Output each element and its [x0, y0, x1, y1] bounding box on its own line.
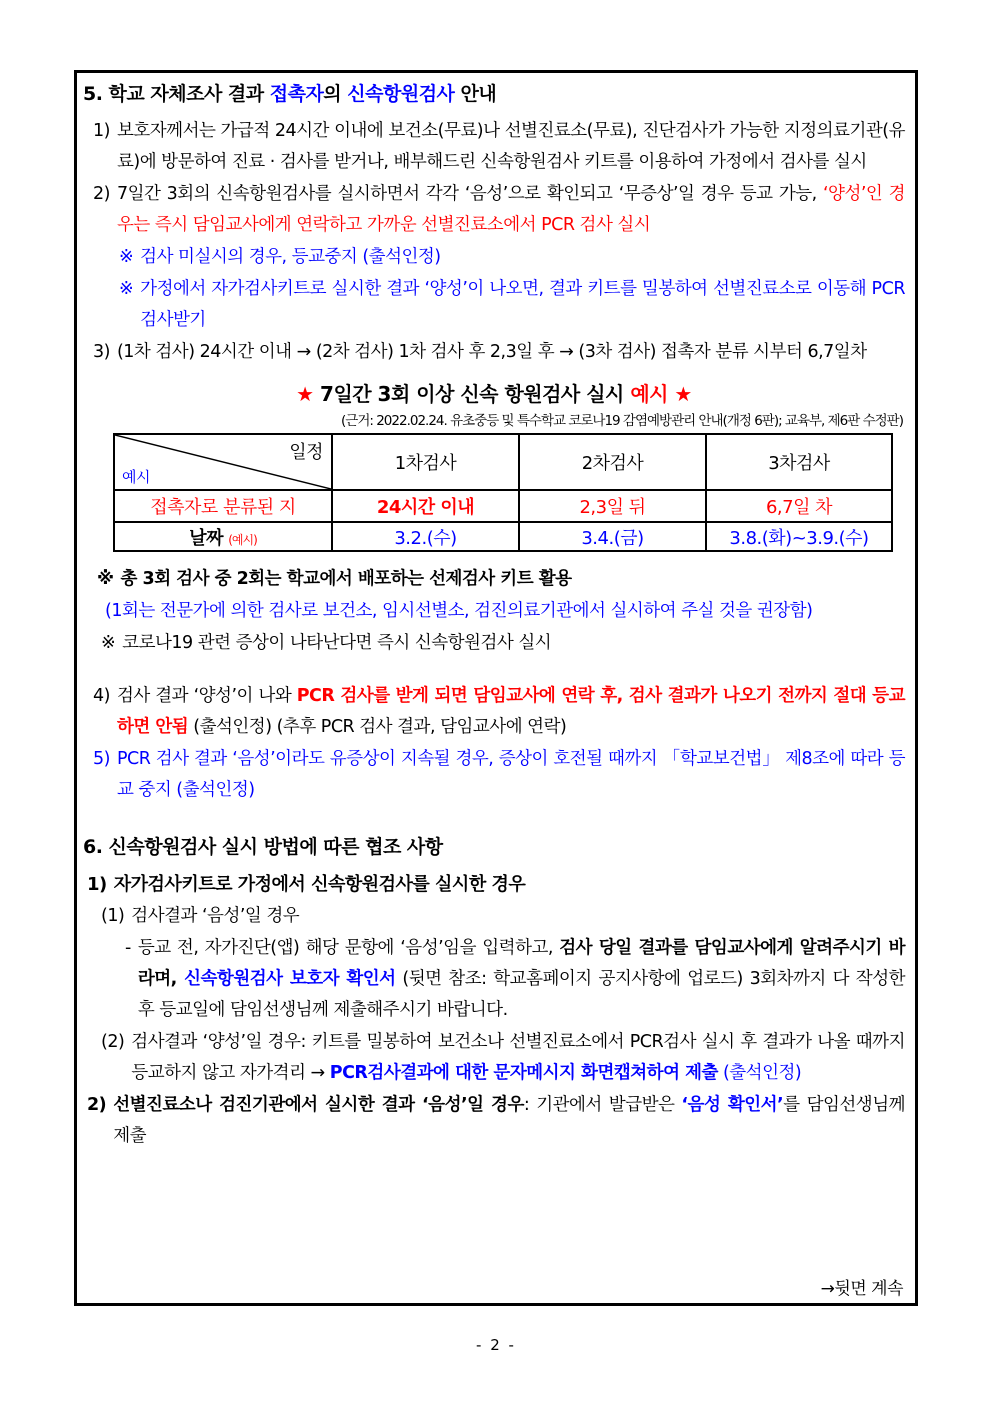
section6-item2-text [113, 1090, 905, 1152]
item4-text [117, 681, 905, 743]
item2-marker: 2) [93, 184, 110, 204]
section5-item5 [83, 744, 905, 806]
note5-marker: ※ [101, 633, 116, 653]
item2-black-text: 7일간 3회의 신속항원검사를 실시하면서 각각 ‘음성’으로 확인되고 ‘무증상’일 경우 등교 가능, [116, 184, 823, 204]
example-heading-text: 7일간 3회 이상 신속 항원검사 실시 [320, 382, 631, 406]
dash1-bold1: 검사 당일 결과를 담임교사에게 알려주시기 바라며 [137, 938, 905, 989]
section5-item4 [83, 681, 905, 743]
sub2-blue: (출석인정) [717, 1063, 802, 1083]
timing-cell-2: 2,3일 뒤 [519, 490, 706, 522]
item1-marker: 1) [93, 121, 110, 141]
section6-sub2 [83, 1027, 905, 1089]
section5-note5 [83, 628, 905, 659]
item4-marker: 4) [93, 686, 110, 706]
dash1-marker: - [125, 938, 131, 958]
sub1-text: 검사결과 ‘음성’일 경우 [131, 906, 300, 926]
example-schedule-table [113, 433, 893, 552]
section6-item2 [83, 1090, 905, 1152]
section5-item2 [83, 179, 905, 241]
item1-text: 보호자께서는 가급적 24시간 이내에 보건소(무료)나 선별진료소(무료), 진단검사가 가능한 지정의료기관(유료)에 방문하여 진료 · 검사를 받거나, 배부해드린 신속항원검사 키트를 이용하여 가정에서 검사를 실시 [116, 121, 905, 172]
section5-title-part2: 의 [323, 83, 348, 105]
item3-text: (1차 검사) 24시간 이내 → (2차 검사) 1차 검사 후 2,3일 후 → (3차 검사) 접촉자 분류 시부터 6,7일차 [116, 342, 867, 362]
timing-row-label: 접촉자로 분류된 지 [114, 490, 332, 522]
section6-dash1 [83, 933, 905, 1026]
section5-item1 [83, 116, 905, 178]
star-right-icon: ★ [667, 382, 692, 406]
date-row-label [114, 522, 332, 551]
note1-text: 검사 미실시의 경우, 등교중지 (출석인정) [140, 247, 441, 267]
item4-red-bold: PCR 검사를 받게 되면 담임교사에 연락 후, 검사 결과가 나오기 전까지 절대 등교하면 안됨 [116, 686, 905, 737]
dash1-black1: 등교 전, 자가진단(앱) 해당 문항에 ‘음성’임을 입력하고, [137, 938, 560, 958]
note2-marker: ※ [119, 279, 134, 299]
section5-title-highlight2: 신속항원검사 [347, 83, 455, 105]
section6-item2-bold1: 선별진료소나 검진기관에서 실시한 결과 ‘음성’일 경우 [113, 1095, 524, 1115]
timing-cell-3: 6,7일 차 [706, 490, 892, 522]
document-border-box [74, 70, 918, 1306]
dash1-text [138, 933, 905, 1026]
table-header-test3: 3차검사 [706, 434, 892, 490]
table-diagonal-cell [114, 434, 332, 490]
table-date-row [114, 522, 892, 551]
sub2-blue-bold: PCR검사결과에 대한 문자메시지 화면캡쳐하여 제출 [329, 1063, 718, 1083]
section6-item2-blue-bold: ‘음성 확인서’ [681, 1095, 784, 1115]
section6-item1 [83, 869, 905, 900]
section6-title: 6. 신속항원검사 실시 방법에 따른 협조 사항 [83, 836, 443, 858]
section5-title-highlight1: 접촉자 [269, 83, 324, 105]
note4-text: (1회는 전문가에 의한 검사로 보건소, 임시선별소, 검진의료기관에서 실시하여 주실 것을 권장함) [105, 601, 813, 621]
example-heading-red-word: 예시 [630, 382, 668, 406]
item5-marker: 5) [93, 749, 110, 769]
section5-note3 [83, 564, 905, 595]
dash1-bold2: , [170, 969, 185, 989]
item5-text: PCR 검사 결과 ‘음성’이라도 유증상이 지속될 경우, 증상이 호전될 때까지 「학교보건법」 제8조에 따라 등교 중지 (출석인정) [116, 749, 905, 800]
sub2-text [131, 1027, 905, 1089]
date-cell-1: 3.2.(수) [332, 522, 519, 551]
section5-title [83, 79, 905, 106]
example-heading [83, 378, 905, 407]
table-header-test2: 2차검사 [519, 434, 706, 490]
note1-marker: ※ [119, 247, 134, 267]
item4-black1: 검사 결과 ‘양성’이 나와 [116, 686, 297, 706]
date-row-label-note: (예시) [228, 532, 257, 547]
timing-cell-1: 24시간 이내 [332, 490, 519, 522]
diagonal-label-example: 예시 [122, 468, 150, 486]
diagonal-label-schedule: 일정 [289, 442, 323, 463]
table-header-row [114, 434, 892, 490]
section6-item2-black1: : 기관에서 발급받은 [523, 1095, 682, 1115]
item2-text [117, 179, 905, 241]
section5-title-part1: 5. 학교 자체조사 결과 [83, 83, 270, 105]
section5-item3 [83, 337, 905, 368]
section6-item2-black2: 를 담임선생님께 제출 [113, 1095, 905, 1146]
section6-item1-text: 자가검사키트로 가정에서 신속항원검사를 실시한 경우 [113, 874, 526, 895]
item2-red-text: ‘양성’인 경우는 즉시 담임교사에게 연락하고 가까운 선별진료소에서 PCR 검사 실시 [116, 184, 905, 235]
sub2-marker: (2) [101, 1032, 125, 1052]
section5-note4 [83, 596, 905, 627]
continue-note: →뒷면 계속 [820, 1279, 903, 1299]
section5-note2 [83, 274, 905, 336]
page-number: - 2 - [476, 1336, 516, 1354]
dash1-black2: (뒷면 참조: 학교홈페이지 공지사항에 업로드) 3회차까지 다 작성한 후 등교일에 담임선생님께 제출해주시기 바랍니다. [137, 969, 906, 1020]
date-row-label-text: 날짜 [189, 527, 223, 549]
note3-marker: ※ [97, 569, 114, 589]
table-timing-row [114, 490, 892, 522]
note5-text: 코로나19 관련 증상이 나타난다면 즉시 신속항원검사 실시 [122, 633, 552, 653]
date-cell-3: 3.8.(화)~3.9.(수) [706, 522, 892, 551]
sub2-black1: 검사결과 ‘양성’일 경우: 키트를 밀봉하여 보건소나 선별진료소에서 PCR검사 실시 후 결과가 나올 때까지 등교하지 않고 자가격리 → [131, 1032, 905, 1083]
section5-title-part3: 안내 [454, 83, 497, 105]
section6-sub1 [83, 901, 905, 932]
section5-note1 [83, 242, 905, 273]
item4-black2: (출석인정) (추후 PCR 검사 결과, 담임교사에 연락) [188, 717, 567, 737]
basis-note: (근거: 2022.02.24. 유초중등 및 특수학교 코로나19 감염예방관리 안내(개정 6판); 교육부, 제6판 수정판) [341, 413, 903, 429]
date-cell-2: 3.4.(금) [519, 522, 706, 551]
section6-item1-marker: 1) [87, 874, 107, 895]
table-header-test1: 1차검사 [332, 434, 519, 490]
item3-marker: 3) [93, 342, 110, 362]
dash1-blue-bold: 신속항원검사 보호자 확인서 [184, 969, 396, 989]
section6-item2-marker: 2) [87, 1095, 107, 1115]
note2-text: 가정에서 자가검사키트로 실시한 결과 ‘양성’이 나오면, 결과 키트를 밀봉하여 선별진료소로 이동해 PCR 검사받기 [140, 279, 905, 330]
note3-text: 총 3회 검사 중 2회는 학교에서 배포하는 선제검사 키트 활용 [120, 569, 572, 589]
star-left-icon: ★ [296, 382, 321, 406]
sub1-marker: (1) [101, 906, 125, 926]
